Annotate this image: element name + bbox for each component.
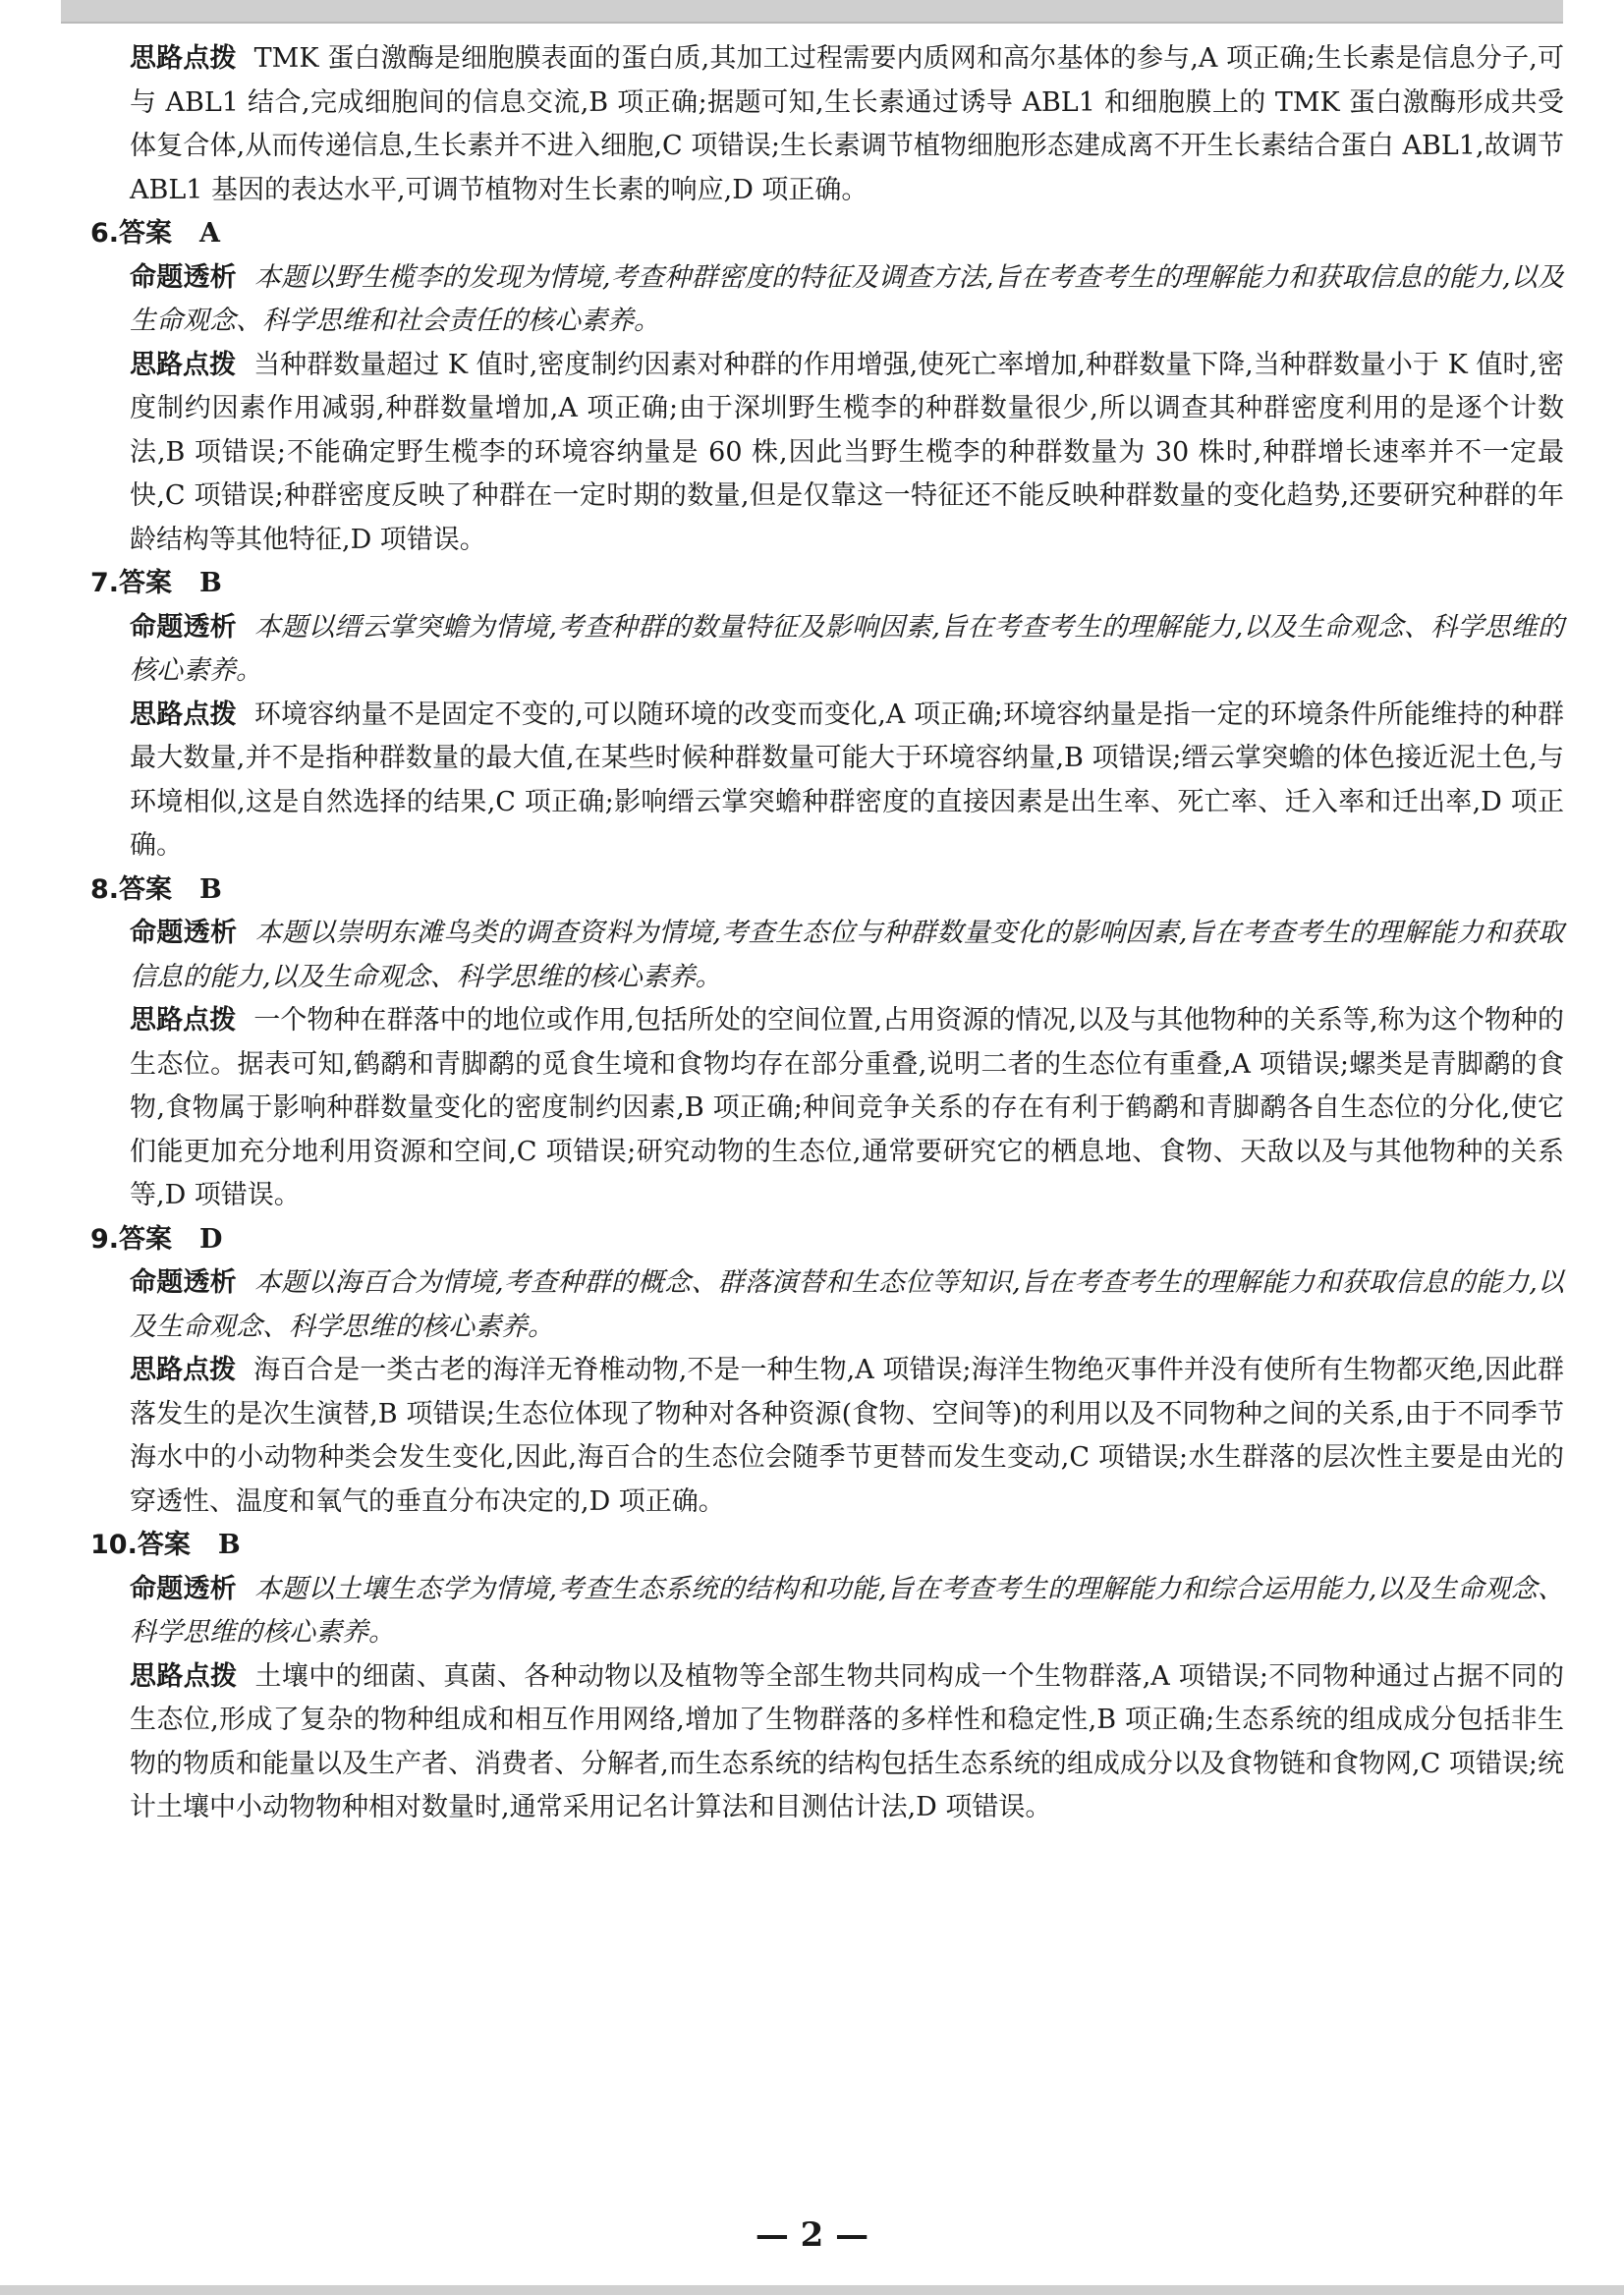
answer-label: 答案 bbox=[137, 1530, 191, 1560]
page-number: — 2 — bbox=[755, 2215, 869, 2255]
reasoning-label: 思路点拨 bbox=[130, 1660, 238, 1692]
reasoning-text: 海百合是一类古老的海洋无脊椎动物,不是一种生物,A 项错误;海洋生物绝灭事件并没有使所有生物都灭绝,因此群落发生的是次生演替,B 项错误;生态位体现了物种对各种资源(食物、空间等)的利用以及不同物种之间的关系,由于不同季节海水中的小动物种类会发生变化,因此,海百合的生态位会随季节更替而发生变动,C 项错误;水生群落的层次性主要是由光的穿透性、温度和氧气的垂直分布决定的,D 项正确。 bbox=[130, 1355, 1564, 1517]
bottom-border-bar bbox=[0, 2285, 1624, 2295]
reasoning-text: TMK 蛋白激酶是细胞膜表面的蛋白质,其加工过程需要内质网和高尔基体的参与,A 项正确;生长素是信息分子,可与 ABL1 结合,完成细胞间的信息交流,B 项正确;据题可知,生长素通过诱导 ABL1 和细胞膜上的 TMK 蛋白激酶形成共受体复合体,从而传递信息,生长素并不进入细胞,C 项错误;生长素调节植物细胞形态建成离不开生长素结合蛋白 ABL1,故调节 ABL1 基因的表达水平,可调节植物对生长素的响应,D 项正确。 bbox=[130, 43, 1564, 205]
question-item-6 bbox=[90, 212, 1564, 562]
answer-line bbox=[90, 1218, 1564, 1262]
reasoning-label: 思路点拨 bbox=[130, 349, 237, 380]
reasoning-paragraph bbox=[90, 344, 1564, 563]
analysis-paragraph bbox=[90, 606, 1564, 694]
analysis-label: 命题透析 bbox=[130, 261, 237, 293]
question-number: 7. bbox=[90, 568, 120, 598]
reasoning-text: 一个物种在群落中的地位或作用,包括所处的空间位置,占用资源的情况,以及与其他物种的关系等,称为这个物种的生态位。据表可知,鹤鹬和青脚鹬的觅食生境和食物均存在部分重叠,说明二者的生态位有重叠,A 项错误;螺类是青脚鹬的食物,食物属于影响种群数量变化的密度制约因素,B 项正确;种间竞争关系的存在有利于鹤鹬和青脚鹬各自生态位的分化,使它们能更加充分地利用资源和空间,C 项错误;研究动物的生态位,通常要研究它的栖息地、食物、天敌以及与其他物种的关系等,D 项错误。 bbox=[130, 1005, 1565, 1210]
question-item-7 bbox=[90, 562, 1564, 868]
answer-sheet-content bbox=[90, 37, 1564, 1830]
analysis-text: 本题以崇明东滩鸟类的调查资料为情境,考查生态位与种群数量变化的影响因素,旨在考查考生的理解能力和获取信息的能力,以及生命观念、科学思维的核心素养。 bbox=[130, 918, 1564, 992]
answer-value: B bbox=[199, 873, 222, 905]
analysis-paragraph bbox=[90, 912, 1564, 999]
top-border-bar bbox=[61, 0, 1563, 24]
answer-value: B bbox=[199, 568, 222, 598]
answer-label: 答案 bbox=[119, 218, 173, 249]
answer-value: B bbox=[217, 1530, 241, 1560]
reasoning-paragraph bbox=[90, 1349, 1564, 1524]
reasoning-paragraph bbox=[90, 694, 1564, 868]
answer-label: 答案 bbox=[119, 873, 173, 905]
analysis-label: 命题透析 bbox=[130, 1267, 237, 1298]
reasoning-text: 土壤中的细菌、真菌、各种动物以及植物等全部生物共同构成一个生物群落,A 项错误;不同物种通过占据不同的生态位,形成了复杂的物种组成和相互作用网络,增加了生物群落的多样性和稳定性,B 项正确;生态系统的组成成分包括非生物的物质和能量以及生产者、消费者、分解者,而生态系统的结构包括生态系统的组成成分以及食物链和食物网,C 项错误;统计土壤中小动物物种相对数量时,通常采用记名计算法和目测估计法,D 项错误。 bbox=[130, 1660, 1564, 1822]
answer-label: 答案 bbox=[119, 568, 173, 598]
analysis-label: 命题透析 bbox=[130, 611, 237, 643]
reasoning-label: 思路点拨 bbox=[130, 699, 237, 730]
question-item-9 bbox=[90, 1218, 1564, 1525]
analysis-paragraph bbox=[90, 1261, 1564, 1349]
reasoning-text: 环境容纳量不是固定不变的,可以随环境的改变而变化,A 项正确;环境容纳量是指一定的环境条件所能维持的种群最大数量,并不是指种群数量的最大值,在某些时候种群数量可能大于环境容纳量,B 项错误;缙云掌突蟾的体色接近泥土色,与环境相似,这是自然选择的结果,C 项正确;影响缙云掌突蟾种群密度的直接因素是出生率、死亡率、迁入率和迁出率,D 项正确。 bbox=[130, 699, 1565, 861]
question-item-10 bbox=[90, 1524, 1564, 1830]
question-item-8 bbox=[90, 868, 1564, 1218]
question-number: 6. bbox=[90, 218, 120, 249]
analysis-paragraph bbox=[90, 256, 1564, 344]
continuation-reasoning bbox=[90, 37, 1564, 212]
answer-value: A bbox=[199, 218, 220, 249]
analysis-text: 本题以海百合为情境,考查种群的概念、群落演替和生态位等知识,旨在考查考生的理解能力和获取信息的能力,以及生命观念、科学思维的核心素养。 bbox=[130, 1267, 1565, 1342]
analysis-label: 命题透析 bbox=[130, 1573, 237, 1604]
analysis-paragraph bbox=[90, 1568, 1564, 1655]
answer-label: 答案 bbox=[119, 1223, 173, 1255]
reasoning-text: 当种群数量超过 K 值时,密度制约因素对种群的作用增强,使死亡率增加,种群数量下降,当种群数量小于 K 值时,密度制约因素作用减弱,种群数量增加,A 项正确;由于深圳野生榄李的种群数量很少,所以调查其种群密度利用的是逐个计数法,B 项错误;不能确定野生榄李的环境容纳量是 60 株,因此当野生榄李的种群数量为 30 株时,种群增长速率并不一定最快,C 项错误;种群密度反映了种群在一定时期的数量,但是仅靠这一特征还不能反映种群数量的变化趋势,还要研究种群的年龄结构等其他特征,D 项错误。 bbox=[130, 349, 1564, 555]
reasoning-paragraph bbox=[90, 1655, 1564, 1830]
reasoning-label: 思路点拨 bbox=[130, 1005, 237, 1036]
question-number: 10. bbox=[90, 1530, 138, 1560]
reasoning-paragraph bbox=[90, 999, 1564, 1218]
reasoning-label: 思路点拨 bbox=[130, 1355, 237, 1385]
reasoning-label: 思路点拨 bbox=[130, 43, 237, 74]
answer-line bbox=[90, 212, 1564, 256]
answer-line bbox=[90, 868, 1564, 913]
answer-line bbox=[90, 562, 1564, 606]
question-number: 8. bbox=[90, 873, 120, 905]
analysis-text: 本题以土壤生态学为情境,考查生态系统的结构和功能,旨在考查考生的理解能力和综合运用能力,以及生命观念、科学思维的核心素养。 bbox=[130, 1573, 1565, 1648]
analysis-text: 本题以野生榄李的发现为情境,考查种群密度的特征及调查方法,旨在考查考生的理解能力和获取信息的能力,以及生命观念、科学思维和社会责任的核心素养。 bbox=[130, 261, 1565, 336]
analysis-text: 本题以缙云掌突蟾为情境,考查种群的数量特征及影响因素,旨在考查考生的理解能力,以及生命观念、科学思维的核心素养。 bbox=[130, 611, 1565, 686]
analysis-label: 命题透析 bbox=[130, 918, 238, 948]
answer-value: D bbox=[199, 1223, 223, 1255]
answer-line bbox=[90, 1524, 1564, 1568]
question-number: 9. bbox=[90, 1223, 120, 1255]
